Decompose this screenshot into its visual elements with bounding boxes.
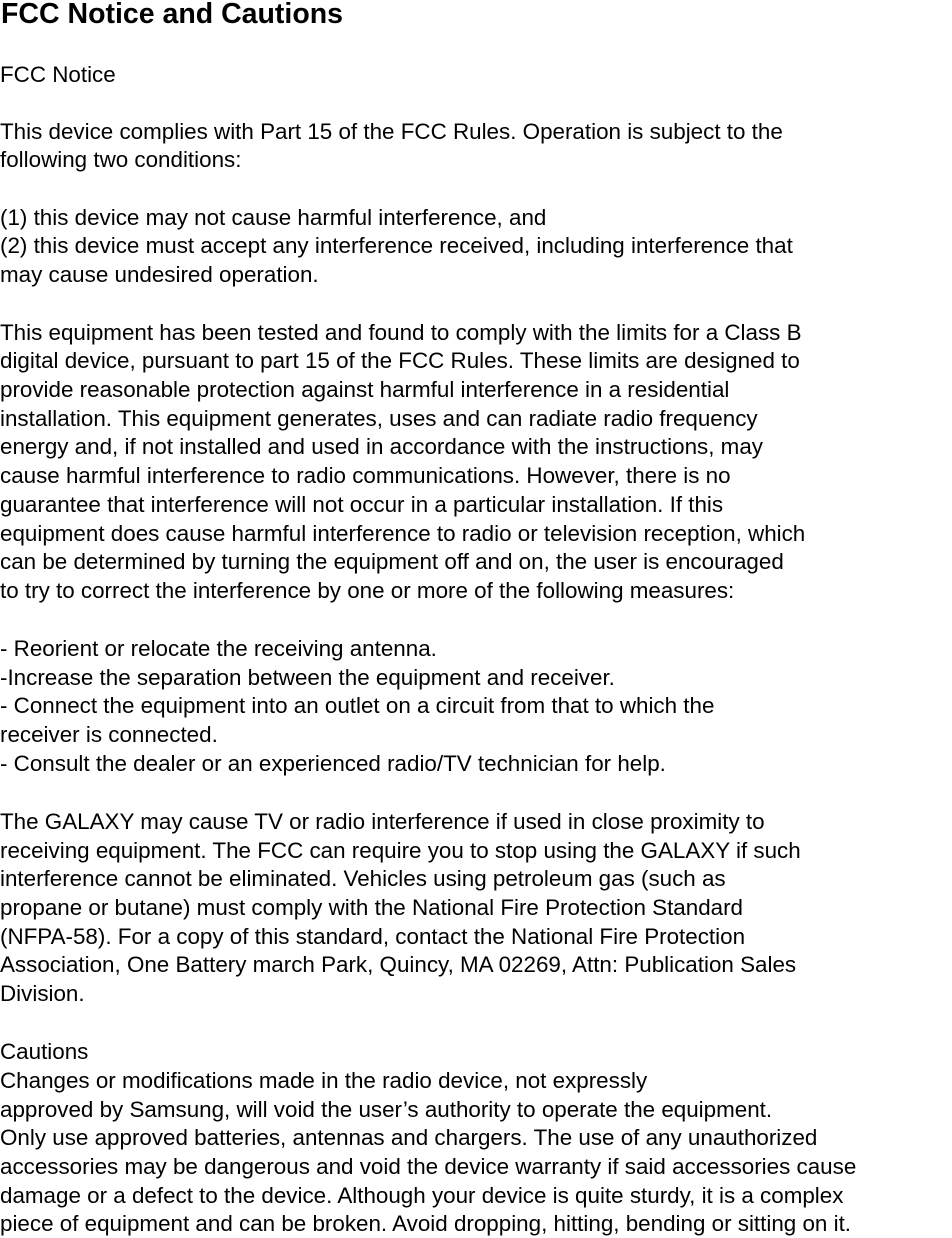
condition-line: (1) this device may not cause harmful interference, and: [0, 205, 547, 230]
measure-line: - Reorient or relocate the receiving antenna.: [0, 636, 437, 661]
section-heading-cautions: Cautions: [0, 1039, 89, 1064]
condition-line: may cause undesired operation.: [0, 262, 319, 287]
class-b-line: digital device, pursuant to part 15 of the FCC Rules. These limits are designed to: [0, 348, 800, 373]
intro-line: following two conditions:: [0, 147, 242, 172]
intro-line: This device complies with Part 15 of the FCC Rules. Operation is subject to the: [0, 119, 783, 144]
class-b-line: can be determined by turning the equipment off and on, the user is encouraged: [0, 549, 784, 574]
class-b-line: to try to correct the interference by one or more of the following measures:: [0, 578, 735, 603]
section-heading-fcc-notice: FCC Notice: [0, 62, 116, 87]
galaxy-line: Division.: [0, 981, 85, 1006]
cautions-line: Only use approved batteries, antennas and chargers. The use of any unauthorized: [0, 1125, 818, 1150]
class-b-line: provide reasonable protection against harmful interference in a residential: [0, 377, 730, 402]
cautions-line: piece of equipment and can be broken. Avoid dropping, hitting, bending or sitting on it.: [0, 1211, 852, 1236]
galaxy-line: propane or butane) must comply with the National Fire Protection Standard: [0, 895, 744, 920]
class-b-line: This equipment has been tested and found to comply with the limits for a Class B: [0, 320, 802, 345]
condition-line: (2) this device must accept any interference received, including interference that: [0, 233, 793, 258]
galaxy-line: (NFPA-58). For a copy of this standard, contact the National Fire Protection: [0, 924, 746, 949]
cautions-line: approved by Samsung, will void the user’s authority to operate the equipment.: [0, 1097, 773, 1122]
page-title: FCC Notice and Cautions: [1, 0, 344, 30]
class-b-line: guarantee that interference will not occur in a particular installation. If this: [0, 492, 724, 517]
class-b-line: cause harmful interference to radio communications. However, there is no: [0, 463, 731, 488]
cautions-line: accessories may be dangerous and void the device warranty if said accessories cause: [0, 1154, 857, 1179]
cautions-line: damage or a defect to the device. Although your device is quite sturdy, it is a complex: [0, 1183, 844, 1208]
measure-line: receiver is connected.: [0, 722, 218, 747]
galaxy-line: receiving equipment. The FCC can require you to stop using the GALAXY if such: [0, 838, 801, 863]
galaxy-line: The GALAXY may cause TV or radio interference if used in close proximity to: [0, 809, 765, 834]
galaxy-line: Association, One Battery march Park, Quincy, MA 02269, Attn: Publication Sales: [0, 952, 797, 977]
class-b-line: energy and, if not installed and used in accordance with the instructions, may: [0, 434, 763, 459]
cautions-line: Changes or modifications made in the radio device, not expressly: [0, 1068, 648, 1093]
class-b-line: installation. This equipment generates, uses and can radiate radio frequency: [0, 406, 758, 431]
measure-line: -Increase the separation between the equipment and receiver.: [0, 665, 615, 690]
class-b-line: equipment does cause harmful interference to radio or television reception, which: [0, 521, 806, 546]
measure-line: - Consult the dealer or an experienced radio/TV technician for help.: [0, 751, 666, 776]
galaxy-line: interference cannot be eliminated. Vehicles using petroleum gas (such as: [0, 866, 726, 891]
measure-line: - Connect the equipment into an outlet on a circuit from that to which the: [0, 693, 715, 718]
